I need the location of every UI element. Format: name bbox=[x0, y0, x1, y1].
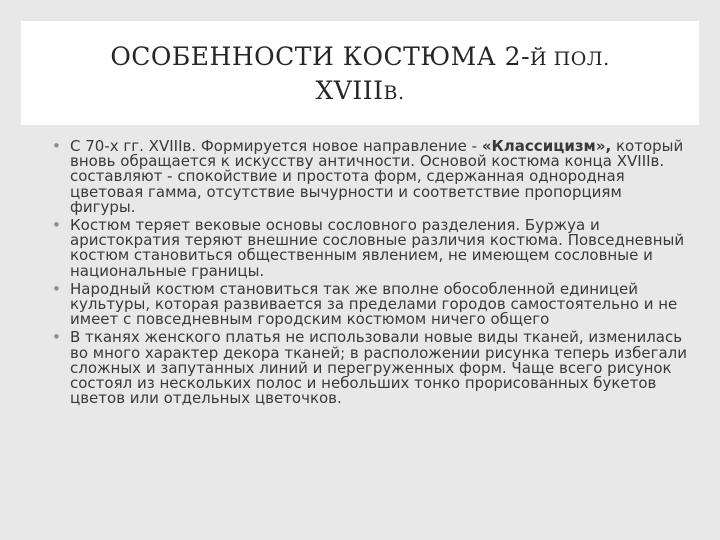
page-title-line-1 bbox=[21, 41, 699, 75]
bullet-marker-icon: • bbox=[52, 137, 61, 155]
bullet-text: С 70-х гг. XVIIIв. Формируется новое направление - bbox=[70, 137, 482, 155]
bullet-text: В тканях женского платья не использовали новые виды тканей, изменилась во много характер декора тканей; в расположении рисунка теперь избегали сложных и запутанных линий и перегруженных форм. Чаще всего рисунок состоял из нескольких полос и небольших тонко прорисованных букетов цветов или отдельных цветочков. bbox=[70, 328, 688, 408]
bullet-text-after: который вновь обращается к искусству античности. Основой костюма конца XVIIIв. составляют - спокойствие и простота форм, сдержанная однородная цветовая гамма, отсутствие вычурности и соответствие пропорциям фигуры. bbox=[70, 137, 684, 216]
bullet-item-2 bbox=[50, 218, 690, 279]
title-line-2-main: XVIII bbox=[315, 76, 384, 105]
bullet-marker-icon: • bbox=[52, 328, 61, 347]
title-box bbox=[21, 21, 699, 125]
bullet-marker-icon: • bbox=[52, 216, 61, 235]
bullet-text: Костюм теряет вековые основы сословного разделения. Буржуа и аристократия теряют внешние сословные различия костюма. Повседневный костюм становиться общественным явлением, не имеющем сословные и национальные границы. bbox=[70, 216, 685, 280]
title-line-2-small: В. bbox=[383, 82, 405, 104]
title-line-1-small: Й ПОЛ. bbox=[530, 48, 610, 70]
bullet-marker-icon: • bbox=[52, 279, 61, 298]
page-title-line-2 bbox=[21, 75, 699, 109]
bullet-item-4 bbox=[50, 330, 690, 406]
bullet-text: Народный костюм становиться так же вполне обособленной единицей культуры, которая развивается за пределами городов самостоятельно и не имеет с повседневным городским костюмом ничего общего bbox=[70, 279, 678, 329]
title-line-1-main: ОСОБЕННОСТИ КОСТЮМА 2- bbox=[110, 42, 531, 71]
bullet-item-3 bbox=[50, 279, 690, 329]
bullet-list bbox=[50, 139, 690, 409]
bullet-bold-text: «Классицизм», bbox=[481, 137, 612, 155]
bullet-item-1 bbox=[50, 139, 690, 215]
